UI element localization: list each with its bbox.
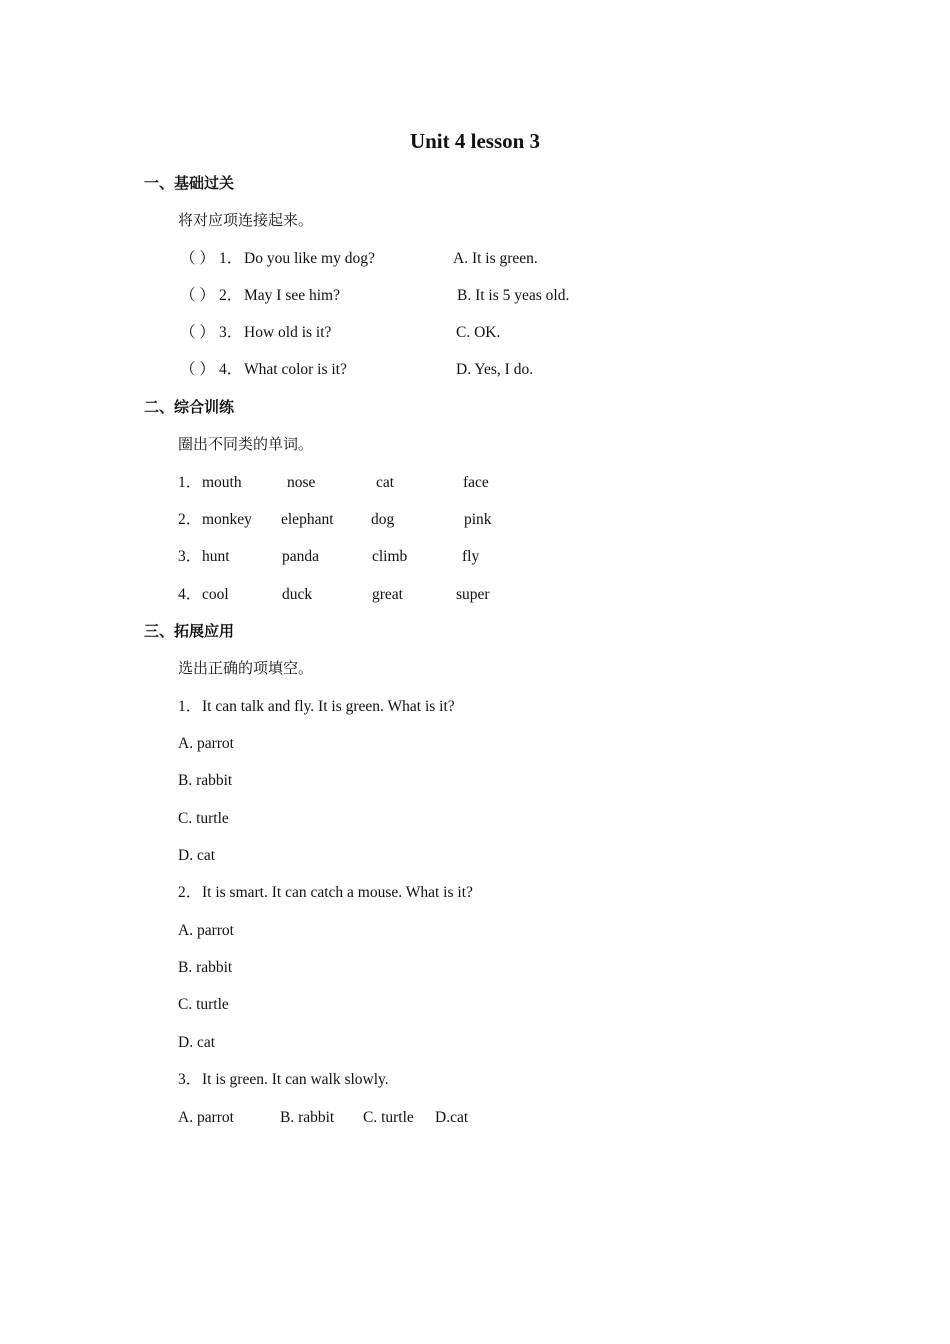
word: cool [202,586,229,603]
item-number: 1． [178,474,202,491]
section2-instruction: 圈出不同类的单词。 [178,435,314,453]
page-title: Unit 4 lesson 3 [409,129,541,153]
item-number: 3． [178,1071,202,1088]
answer-blank: （ ） [180,361,215,378]
section1-heading: 一、基础过关 [144,174,235,192]
option: A. parrot [178,735,234,752]
question-text: It can talk and fly. It is green. What is it? [202,698,455,715]
option: C. turtle [178,810,229,827]
option: B. rabbit [280,1109,335,1126]
section3-instruction: 选出正确的项填空。 [178,659,314,677]
word: dog [371,511,395,528]
option: A. parrot [178,922,234,939]
section3-heading: 三、拓展应用 [144,622,235,640]
section2-heading: 二、综合训练 [144,398,235,416]
item-number: 2． [178,511,202,528]
option: B. rabbit [178,772,233,789]
match-answer: B. It is 5 yeas old. [457,287,570,304]
match-answer: D. Yes, I do. [456,361,534,378]
item-number: 2． [219,287,243,304]
item-number: 4． [178,586,202,603]
match-question: May I see him? [244,287,340,304]
option: C. turtle [363,1109,414,1126]
word: mouth [202,474,242,491]
word: fly [462,548,480,565]
option: D.cat [435,1109,469,1126]
word: pink [464,511,492,528]
word: great [372,586,403,603]
question-text: It is smart. It can catch a mouse. What is it? [202,884,473,901]
word: climb [372,548,408,565]
answer-blank: （ ） [180,324,215,341]
item-number: 3． [219,324,243,341]
option: A. parrot [178,1109,234,1126]
word: nose [287,474,316,491]
word: panda [282,548,320,565]
item-number: 2． [178,884,202,901]
item-number: 3． [178,548,202,565]
option: C. turtle [178,996,229,1013]
answer-blank: （ ） [180,287,215,304]
word: hunt [202,548,230,565]
question-text: It is green. It can walk slowly. [202,1071,389,1088]
option: D. cat [178,847,216,864]
match-question: What color is it? [244,361,347,378]
word: duck [282,586,313,603]
item-number: 4． [219,361,243,378]
item-number: 1． [178,698,202,715]
match-question: How old is it? [244,324,332,341]
word: super [456,586,490,603]
match-question: Do you like my dog? [244,250,375,267]
word: cat [376,474,395,491]
option: B. rabbit [178,959,233,976]
answer-blank: （ ） [180,250,215,267]
option: D. cat [178,1034,216,1051]
word: monkey [202,511,252,528]
match-answer: C. OK. [456,324,501,341]
word: face [463,474,489,491]
match-answer: A. It is green. [453,250,538,267]
section1-instruction: 将对应项连接起来。 [178,211,314,229]
word: elephant [281,511,334,528]
item-number: 1． [219,250,243,267]
